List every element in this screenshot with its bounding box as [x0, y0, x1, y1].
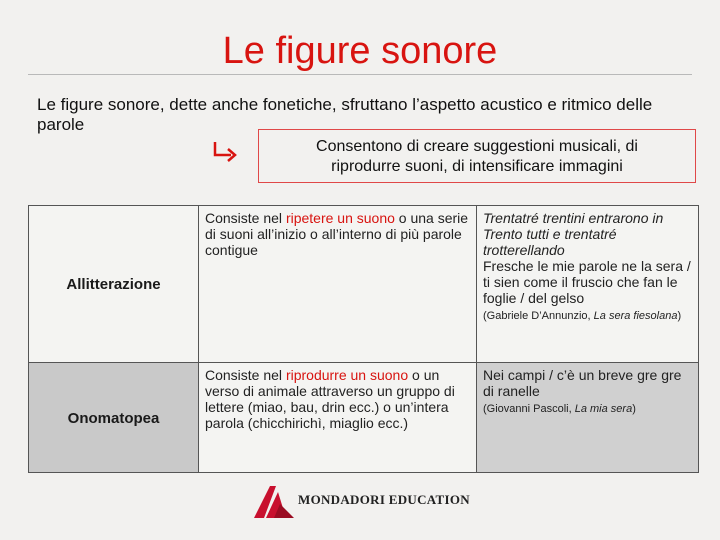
definition-highlight: riprodurre un suono — [285, 367, 409, 383]
term-cell: Onomatopea — [29, 363, 199, 473]
figures-table — [28, 205, 699, 473]
example-citation — [483, 403, 692, 416]
table-row — [29, 206, 699, 363]
definition-text: o una serie di suoni all’inizio o all’interno di più parole contigue — [205, 210, 469, 258]
example-line: Nei campi / c’è un breve gre gre di ranelle — [483, 367, 682, 399]
mondadori-logo-icon — [252, 482, 296, 520]
example-line: Trentatré trentini entrarono in Trento tutti e trentatré trotterellando — [483, 210, 664, 258]
note-line-1: Consentono di creare suggestioni musicali, di — [316, 138, 638, 155]
example-line: Fresche le mie parole ne la sera / ti sien come il fruscio che fan le foglie / del gelso — [483, 258, 691, 306]
table-row — [29, 363, 699, 473]
definition-cell — [199, 363, 477, 473]
citation-work: La sera fiesolana — [593, 310, 678, 322]
publisher-logo — [252, 482, 477, 522]
example-cell — [477, 363, 699, 473]
citation-close: ) — [632, 403, 636, 415]
definition-text: Consiste nel — [205, 210, 286, 226]
note-box — [258, 129, 696, 183]
term-cell: Allitterazione — [29, 206, 199, 363]
note-line-2: riprodurre suoni, di intensificare immagini — [331, 158, 623, 175]
citation-author: (Gabriele D’Annunzio, — [483, 310, 594, 322]
definition-highlight: ripetere un suono — [285, 210, 395, 226]
definition-text: o un verso di animale attraverso un gruppo di lettere (miao, bau, drin ecc.) o un’intera parola (chicchirichì, miaglio ecc.) — [205, 367, 455, 431]
citation-author: (Giovanni Pascoli, — [483, 403, 575, 415]
intro-text: Le figure sonore, dette anche fonetiche, sfruttano l’aspetto acustico e ritmico delle parole — [37, 95, 653, 134]
example-cell — [477, 206, 699, 363]
definition-cell — [199, 206, 477, 363]
citation-work: La mia sera — [574, 403, 633, 415]
definition-text: Consiste nel — [205, 367, 286, 383]
logo-text: MONDADORI EDUCATION — [298, 492, 470, 507]
title-divider — [28, 74, 692, 75]
page-title: Le figure sonore — [222, 30, 498, 72]
arrow-down-right-icon — [210, 139, 240, 163]
example-citation — [483, 310, 692, 323]
citation-close: ) — [677, 310, 682, 322]
